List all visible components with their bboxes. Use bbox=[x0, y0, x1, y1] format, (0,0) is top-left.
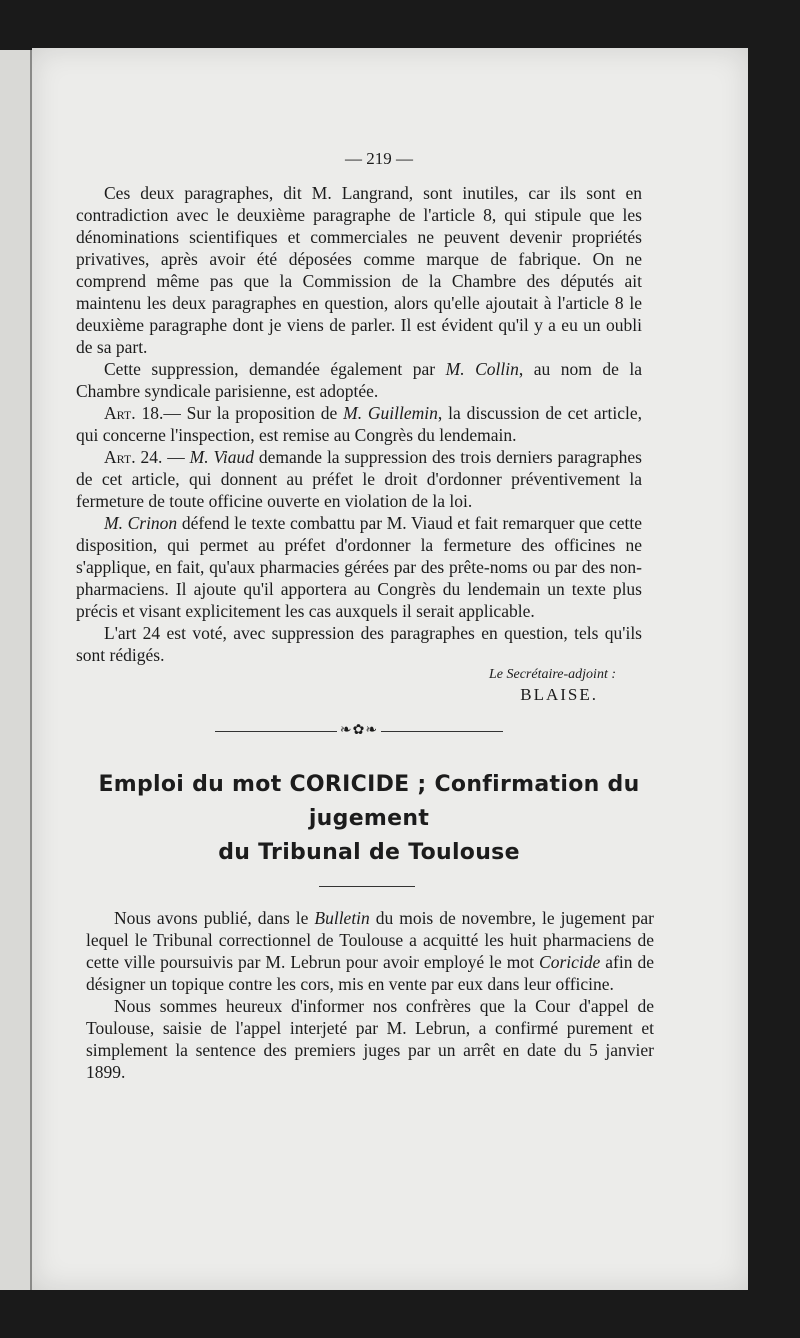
text: Nous avons publié, dans le bbox=[114, 908, 315, 928]
title-underline bbox=[319, 886, 415, 887]
person-name: M. Collin bbox=[445, 359, 519, 379]
section-divider bbox=[76, 720, 642, 742]
divider-line bbox=[215, 731, 337, 732]
paragraph-langrand: Ces deux paragraphes, dit M. Langrand, sont inutiles, car ils sont en contradiction avec le deuxième paragraphe de l'article 8, qui stipule que les dénominations scientifiques et commerciales ne peuvent devenir propriétés privatives, après avoir été déposées comme marque de fabrique. On ne comprend même pas que la Commission de la Chambre des députés ait maintenu les deux paragraphes en question, alors qu'elle ajoutait à l'article 8 le deuxième paragraphe dont je viens de parler. Il est évident qu'il y a eu un oubli de sa part. bbox=[76, 183, 642, 357]
article-title bbox=[96, 768, 642, 870]
text: défend le texte combattu par M. Viaud et fait remarquer que cette disposition, qui permet au préfet d'ordonner la fermeture des officines ne s'applique, en fait, qu'aux pharmacies gérées par des prête-noms ou par des non-pharmaciens. Il ajoute qu'il apportera au Congrès du lendemain un texte plus précis et visant explicitement les cas auxquels il serait applicable. bbox=[76, 513, 642, 621]
book-page bbox=[32, 48, 748, 1290]
article-label: Art. 18. bbox=[104, 403, 164, 423]
text: — bbox=[162, 447, 190, 467]
paragraph-suppression bbox=[76, 358, 642, 402]
text: — Sur la proposition de bbox=[163, 403, 344, 423]
text: Cette suppression, demandée également par bbox=[104, 359, 446, 379]
paragraph-crinon bbox=[76, 512, 642, 622]
article-body bbox=[86, 907, 654, 1083]
signature-block bbox=[76, 666, 642, 706]
text: demande la suppression des trois derniers paragraphes de cet article, qui donnent au préfet le droit d'ordonner préventivement la fermeture de toute officine ouverte en violation de la loi. bbox=[76, 447, 642, 511]
signature-name: BLAISE. bbox=[520, 685, 598, 704]
signature-role: Le Secrétaire-adjoint : bbox=[488, 667, 616, 682]
article-title-line-1: Emploi du mot CORICIDE ; Confirmation du jugement bbox=[98, 772, 640, 831]
paragraph-vote: L'art 24 est voté, avec suppression des paragraphes en question, tels qu'ils sont rédigés. bbox=[76, 623, 642, 665]
divider-line bbox=[381, 731, 503, 732]
article-label: Art. 24. bbox=[104, 447, 163, 467]
bulletin-title: Bulletin bbox=[314, 908, 370, 928]
person-name: M. Viaud bbox=[189, 447, 255, 467]
paragraph-article-24 bbox=[76, 446, 642, 512]
text: , au nom de la Chambre syndicale parisienne, est adoptée. bbox=[76, 359, 642, 401]
text: , la discussion de cet article, qui concerne l'inspection, est remise au Congrès du lendemain. bbox=[76, 403, 642, 445]
page-content bbox=[76, 148, 654, 1083]
paragraph-bulletin bbox=[86, 907, 654, 995]
facing-page-edge bbox=[0, 50, 32, 1290]
page-number: — 219 — bbox=[345, 149, 413, 168]
paragraph-appel: Nous sommes heureux d'informer nos confrères que la Cour d'appel de Toulouse, saisie de l'appel interjeté par M. Lebrun, a confirmé purement et simplement la sentence des premiers juges par un arrêt en date du 5 janvier 1899. bbox=[86, 996, 654, 1082]
person-name: M. Guillemin bbox=[343, 403, 438, 423]
paragraph-article-18 bbox=[76, 402, 642, 446]
text: du mois de novembre, le jugement par lequel le Tribunal correctionnel de Toulouse a acquitté les huit pharmaciens de cette ville poursuivis par M. Lebrun pour avoir employé le mot bbox=[86, 908, 654, 972]
text: afin de désigner un topique contre les cors, mis en vente par eux dans leur officine. bbox=[86, 952, 654, 994]
coricide-term: Coricide bbox=[539, 952, 601, 972]
person-name: M. Crinon bbox=[104, 513, 178, 533]
article-title-line-2: du Tribunal de Toulouse bbox=[218, 840, 520, 865]
ornament-icon: ❧✿❧ bbox=[339, 723, 379, 738]
